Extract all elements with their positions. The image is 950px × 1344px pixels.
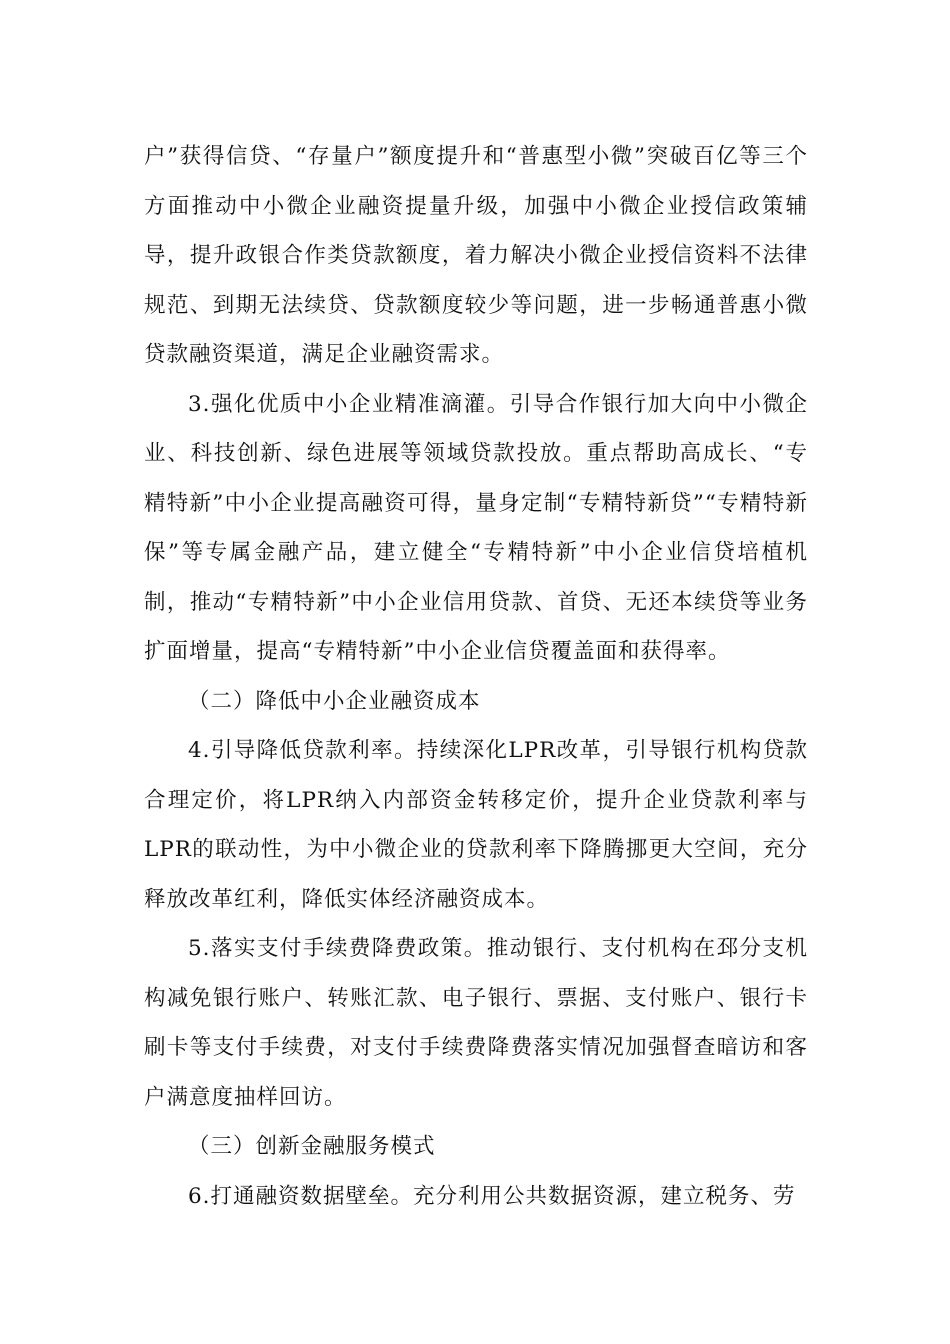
- section-heading-2: （二）降低中小企业融资成本: [188, 688, 481, 714]
- paragraph-continuation: 户”获得信贷、“存量户”额度提升和“普惠型小微”突破百亿等三个方面推动中小微企业融资提量升级，加强中小微企业授信政策辅导，提升政银合作类贷款额度，着力解决小微企业授信资料不法律规范、到期无法续贷、贷款额度较少等问题，进一步畅通普惠小微贷款融资渠道，满足企业融资需求。: [144, 144, 808, 367]
- document-body: [144, 132, 808, 1221]
- paragraph-item-6: 6.打通融资数据壁垒。充分利用公共数据资源，建立税务、劳: [188, 1183, 796, 1209]
- paragraph-item-5: 5.落实支付手续费降费政策。推动银行、支付机构在邳分支机构减免银行账户、转账汇款、电子银行、票据、支付账户、银行卡刷卡等支付手续费，对支付手续费降费落实情况加强督查暗访和客户满意度抽样回访。: [144, 936, 808, 1110]
- section-heading-3: （三）创新金融服务模式: [188, 1134, 436, 1159]
- paragraph-item-3: 3.强化优质中小企业精准滴灌。引导合作银行加大向中小微企业、科技创新、绿色进展等领域贷款投放。重点帮助高成长、“专精特新”中小企业提高融资可得，量身定制“专精特新贷”“专精特新保”等专属金融产品，建立健全“专精特新”中小企业信贷培植机制，推动“专精特新”中小企业信用贷款、首贷、无还本续贷等业务扩面增量，提高“专精特新”中小企业信贷覆盖面和获得率。: [144, 391, 808, 664]
- paragraph-item-4: 4.引导降低贷款利率。持续深化LPR改革，引导银行机构贷款合理定价，将LPR纳入内部资金转移定价，提升企业贷款利率与LPR的联动性，为中小微企业的贷款利率下降腾挪更大空间，充分释放改革红利，降低实体经济融资成本。: [144, 738, 808, 912]
